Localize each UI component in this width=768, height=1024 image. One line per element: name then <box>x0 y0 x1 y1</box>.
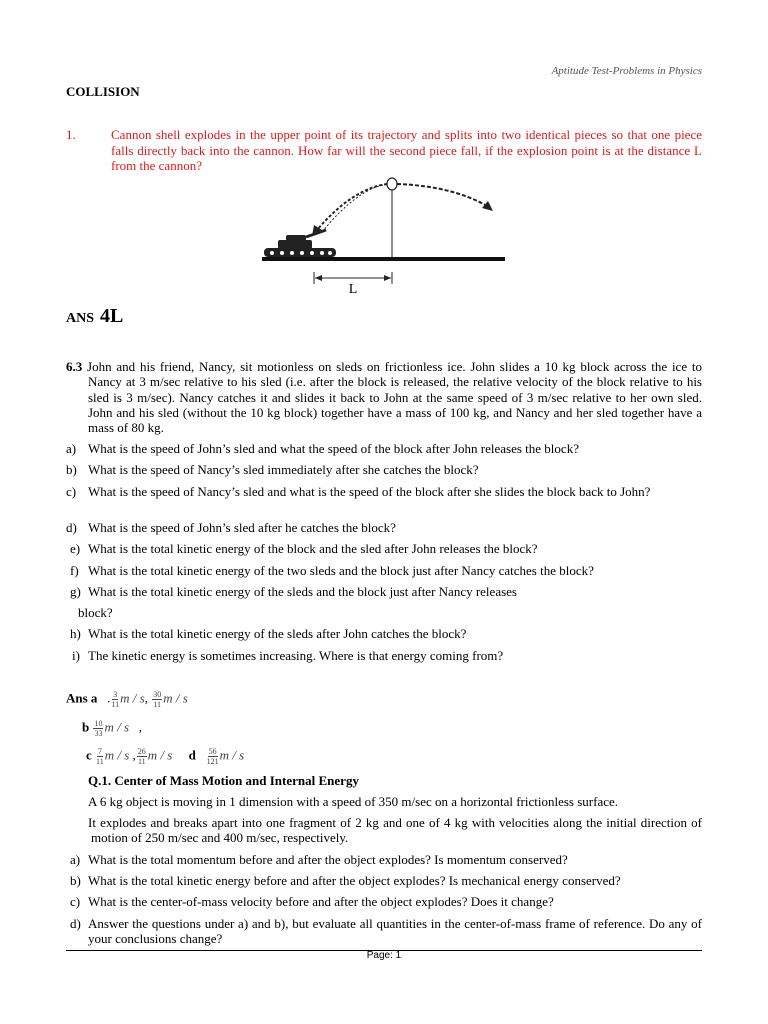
running-header: Aptitude Test-Problems in Physics <box>551 65 702 77</box>
list-item: e) What is the total kinetic energy of the block and the sled after John releases the block? <box>70 541 538 556</box>
paragraph: It explodes and breaks apart into one fragment of 2 kg and one of 4 kg with velocities along the initial direction of motion of 250 m/sec and 400 m/sec, respectively. <box>88 815 702 846</box>
answer-line-a: Ans a . $\frac{3}{11}$ m / s, $\frac{30}{11}$ m / s <box>66 690 188 709</box>
tank-icon <box>264 230 336 257</box>
problem-text: John and his friend, Nancy, sit motionless on sleds on frictionless ice. John slides a 10 kg block across the ice to Nancy at 3 m/sec relative to his sled (i.e. after the block is released, the relative velocity of the block relative to his sled is 3 m/sec). Nancy catches it and slides it back to John at the same speed of 3 m/sec relative to her own sled. John and his sled (without the 10 kg block) together have a mass of 100 kg, and Nancy and her sled together have a mass of 80 kg. <box>87 359 702 436</box>
list-item: d) Answer the questions under a) and b), but evaluate all quantities in the center-of-mass frame of reference. Do any of your conclusions change? <box>70 916 702 947</box>
answer-value: 4L <box>100 305 124 327</box>
list-item: a) What is the total momentum before and after the object explodes? Is momentum conserved? <box>70 852 568 867</box>
fraction: $\frac{56}{121}$ <box>206 747 219 766</box>
forward-trajectory <box>397 184 487 206</box>
list-item: a) What is the speed of John’s sled and what the speed of the block after John releases the block? <box>66 441 579 456</box>
list-item: i) The kinetic energy is sometimes increasing. Where is that energy coming from? <box>72 648 504 663</box>
cannon-trajectory-figure <box>262 174 507 296</box>
answer-line-c-d: c $\frac{7}{11}$ m / s , $\frac{26}{11}$ m / s d $\frac{56}{121}$ m / s <box>86 747 245 766</box>
fraction: $\frac{26}{11}$ <box>137 747 146 766</box>
answer-line-b: b $\frac{10}{33}$ m / s , <box>82 719 143 738</box>
answer-label: ANS <box>66 311 95 326</box>
question-title: Q.1. Center of Mass Motion and Internal Energy <box>88 773 359 788</box>
figure-drawing <box>262 174 507 296</box>
fraction: $\frac{3}{11}$ <box>111 690 120 709</box>
arrow-head-right <box>482 201 493 211</box>
list-item: c) What is the speed of Nancy’s sled and what is the speed of the block after she slides the block back to John? <box>66 484 651 499</box>
shell <box>387 178 397 190</box>
list-item: block? <box>78 605 113 620</box>
answer-1 <box>66 305 123 328</box>
return-trajectory <box>317 184 387 230</box>
list-item: b) What is the speed of Nancy’s sled immediately after she catches the block? <box>66 462 479 477</box>
problem-number: 6.3 <box>66 359 83 374</box>
list-item: g) What is the total kinetic energy of the sleds and the block just after Nancy releases <box>70 584 517 599</box>
list-item: h) What is the total kinetic energy of the sleds after John catches the block? <box>70 626 467 641</box>
question-number: 1. <box>66 127 76 142</box>
fraction: $\frac{7}{11}$ <box>96 747 104 766</box>
list-item: c) What is the center-of-mass velocity before and after the object explodes? Does it change? <box>70 894 554 909</box>
list-item: f) What is the total kinetic energy of the two sleds and the block just after Nancy catches the block? <box>70 563 594 578</box>
section-title: COLLISION <box>66 84 140 99</box>
fraction: $\frac{30}{11}$ <box>153 690 162 709</box>
question-text: Cannon shell explodes in the upper point of its trajectory and splits into two identical pieces so that one piece falls directly back into the cannon. How far will the second piece fall, if the explosion point is at the distance L from the cannon? <box>111 127 702 173</box>
paragraph: A 6 kg object is moving in 1 dimension with a speed of 350 m/sec on a horizontal frictionless surface. <box>88 794 619 809</box>
list-item: d) What is the speed of John’s sled after he catches the block? <box>66 520 396 535</box>
distance-label: L <box>348 282 358 296</box>
ground <box>262 257 505 261</box>
page-number: Page: 1 <box>366 950 402 961</box>
list-item: b) What is the total kinetic energy before and after the object explodes? Is mechanical energy conserved? <box>70 873 621 888</box>
fraction: $\frac{10}{33}$ <box>94 719 103 738</box>
problem-6-3 <box>66 359 702 435</box>
upward-trajectory <box>322 184 387 232</box>
